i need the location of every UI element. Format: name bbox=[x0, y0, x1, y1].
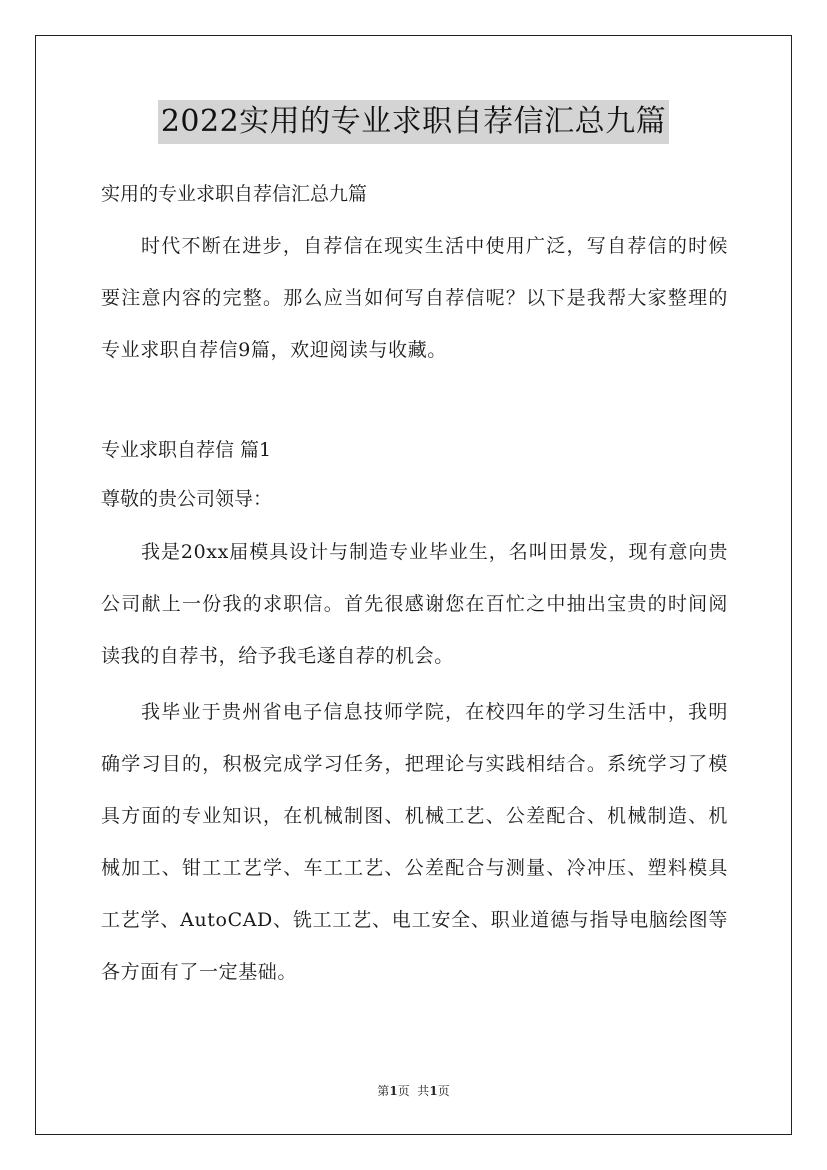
body-paragraph-1: 我是20xx届模具设计与制造专业毕业生，名叫田景发，现有意向贵公司献上一份我的求职信。首先很感谢您在百忙之中抽出宝贵的时间阅读我的自荐书，给予我毛遂自荐的机会。 bbox=[101, 541, 728, 667]
document-subtitle: 实用的专业求职自荐信汇总九篇 bbox=[101, 183, 368, 205]
footer-page-mid: 页 共 bbox=[397, 1084, 430, 1098]
page-footer bbox=[0, 1083, 827, 1099]
salutation: 尊敬的贵公司领导： bbox=[101, 488, 273, 510]
footer-page-prefix: 第 bbox=[377, 1084, 390, 1098]
body-paragraph-2: 我毕业于贵州省电子信息技师学院，在校四年的学习生活中，我明确学习目的，积极完成学习任务，把理论与实践相结合。系统学习了模具方面的专业知识，在机械制图、机械工艺、公差配合、机械制造、机械加工、钳工工艺学、车工工艺、公差配合与测量、冷冲压、塑料模具工艺学、AutoCAD、铣工工艺、电工安全、职业道德与指导电脑绘图等各方面有了一定基础。 bbox=[101, 701, 728, 983]
document-body bbox=[101, 172, 728, 998]
spacer bbox=[101, 376, 728, 426]
footer-page-suffix: 页 bbox=[437, 1084, 450, 1098]
footer-page-total: 1 bbox=[429, 1084, 438, 1098]
footer-page-current: 1 bbox=[389, 1084, 398, 1098]
document-title: 2022实用的专业求职自荐信汇总九篇 bbox=[158, 100, 669, 144]
intro-paragraph: 时代不断在进步，自荐信在现实生活中使用广泛，写自荐信的时候要注意内容的完整。那么应当如何写自荐信呢？以下是我帮大家整理的专业求职自荐信9篇，欢迎阅读与收藏。 bbox=[101, 235, 728, 361]
section-heading: 专业求职自荐信 篇1 bbox=[101, 439, 272, 461]
title-container bbox=[0, 100, 827, 144]
